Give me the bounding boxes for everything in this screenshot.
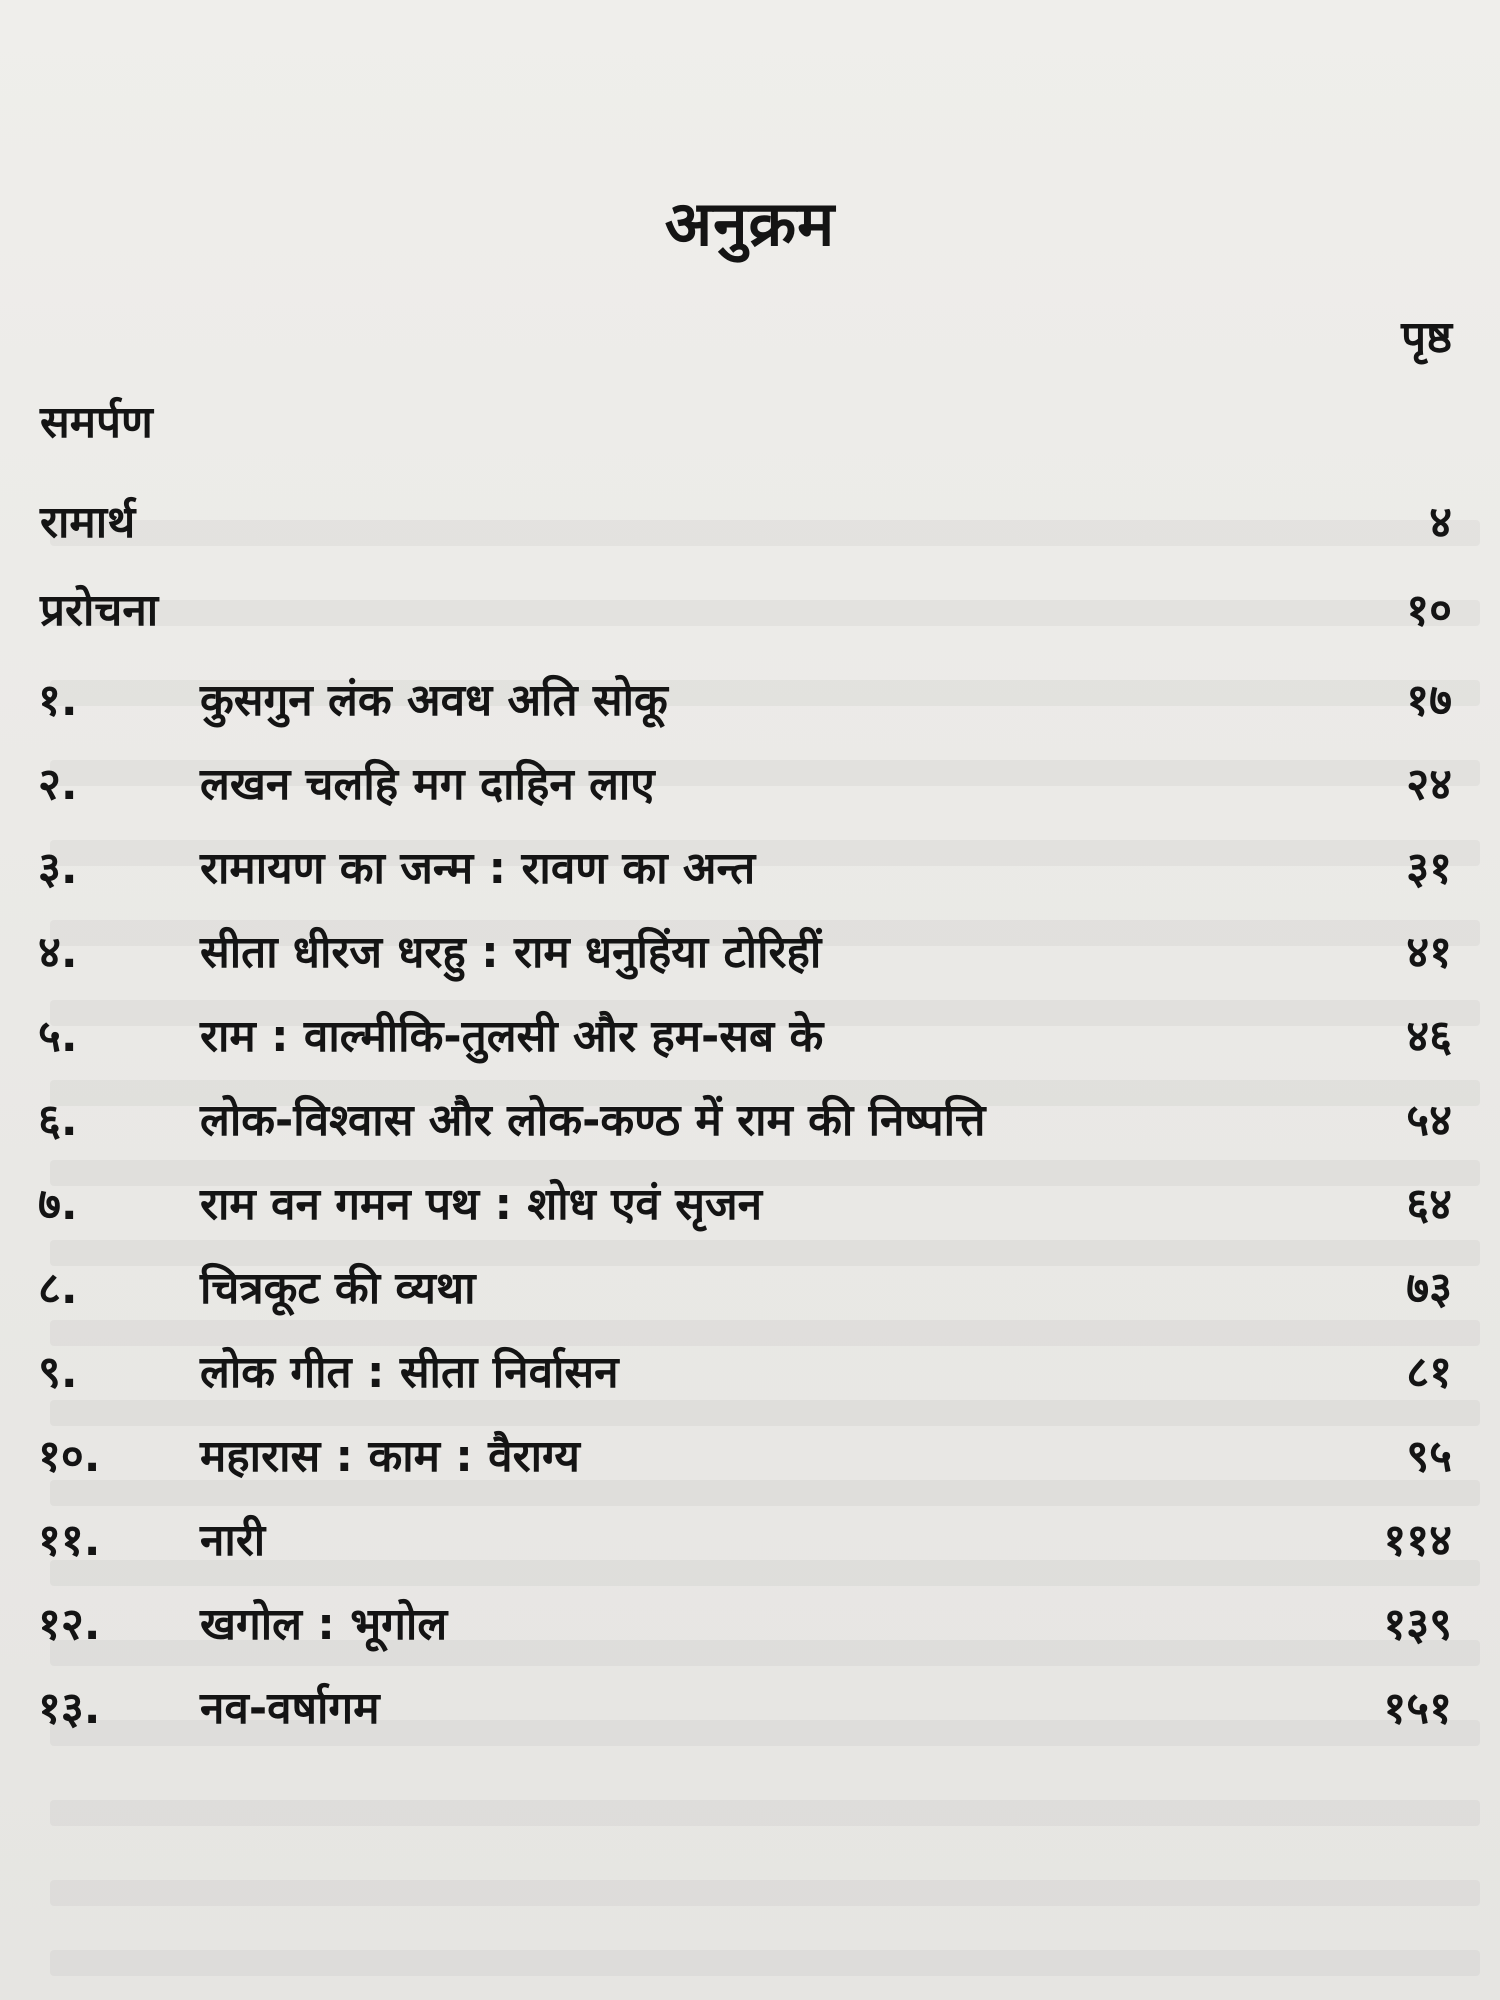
toc-entry-page: ३१ [1406, 843, 1452, 894]
toc-entry-page: १० [1406, 585, 1452, 636]
toc-entry-title: समर्पण [40, 397, 153, 448]
contents-heading: अनुक्रम [664, 187, 836, 260]
toc-entry-page: २४ [1406, 759, 1452, 810]
toc-chapter-number: १०. [38, 1431, 101, 1482]
toc-chapter-row[interactable] [0, 920, 1500, 990]
toc-front-row[interactable] [0, 390, 1500, 460]
toc-entry-title: सीता धीरज धरहु : राम धनुहिंया टोरिहीं [200, 927, 822, 978]
toc-entry-page: ६४ [1406, 1179, 1452, 1230]
toc-entry-page: ७३ [1406, 1263, 1452, 1314]
toc-chapter-row[interactable] [0, 1676, 1500, 1746]
toc-chapter-row[interactable] [0, 1508, 1500, 1578]
toc-chapter-row[interactable] [0, 668, 1500, 738]
toc-chapter-row[interactable] [0, 1088, 1500, 1158]
toc-chapter-row[interactable] [0, 1424, 1500, 1494]
toc-entry-page: १५१ [1383, 1683, 1452, 1734]
toc-chapter-row[interactable] [0, 1172, 1500, 1242]
toc-entry-page: ४ [1429, 497, 1452, 548]
toc-chapter-number: १२. [38, 1599, 101, 1650]
toc-entry-page: ४१ [1406, 927, 1452, 978]
bleed-through-line [50, 1950, 1480, 1976]
toc-chapter-number: ४. [38, 927, 78, 978]
toc-entry-title: लोक-विश्वास और लोक-कण्ठ में राम की निष्पत्ति [200, 1095, 986, 1146]
toc-entry-title: राम वन गमन पथ : शोध एवं सृजन [200, 1179, 763, 1230]
toc-entry-title: खगोल : भूगोल [200, 1599, 448, 1650]
toc-chapter-number: ११. [38, 1515, 101, 1566]
toc-chapter-row[interactable] [0, 1256, 1500, 1326]
page-column-label: पृष्ठ [1401, 312, 1452, 363]
toc-entry-title: प्ररोचना [40, 585, 159, 636]
toc-entry-title: लोक गीत : सीता निर्वासन [200, 1347, 619, 1398]
toc-front-row[interactable] [0, 490, 1500, 560]
toc-chapter-row[interactable] [0, 752, 1500, 822]
toc-entry-page: ४६ [1406, 1011, 1452, 1062]
toc-chapter-row[interactable] [0, 1340, 1500, 1410]
toc-entry-page: ५४ [1406, 1095, 1452, 1146]
toc-chapter-number: ५. [38, 1011, 78, 1062]
toc-front-row[interactable] [0, 578, 1500, 648]
toc-chapter-number: ९. [38, 1347, 78, 1398]
toc-entry-page: १३९ [1383, 1599, 1452, 1650]
toc-entry-title: राम : वाल्मीकि-तुलसी और हम-सब के [200, 1011, 824, 1062]
toc-entry-title: कुसगुन लंक अवध अति सोकू [200, 675, 668, 726]
toc-chapter-number: ८. [38, 1263, 78, 1314]
toc-entry-title: रामार्थ [40, 497, 136, 548]
toc-chapter-row[interactable] [0, 1592, 1500, 1662]
toc-chapter-row[interactable] [0, 836, 1500, 906]
toc-chapter-number: ३. [38, 843, 78, 894]
toc-chapter-number: ७. [38, 1179, 78, 1230]
toc-entry-title: चित्रकूट की व्यथा [200, 1263, 476, 1314]
toc-entry-page: ९५ [1406, 1431, 1452, 1482]
toc-entry-title: लखन चलहि मग दाहिन लाए [200, 759, 655, 810]
toc-chapter-row[interactable] [0, 1004, 1500, 1074]
toc-entry-page: १७ [1406, 675, 1452, 726]
toc-entry-page: ११४ [1383, 1515, 1452, 1566]
bleed-through-line [50, 1880, 1480, 1906]
toc-chapter-number: १३. [38, 1683, 101, 1734]
toc-entry-title: रामायण का जन्म : रावण का अन्त [200, 843, 756, 894]
toc-entry-title: नव-वर्षागम [200, 1683, 380, 1734]
toc-chapter-number: २. [38, 759, 78, 810]
bleed-through-line [50, 1800, 1480, 1826]
toc-entry-title: नारी [200, 1515, 266, 1566]
toc-chapter-number: ६. [38, 1095, 78, 1146]
toc-entry-page: ८१ [1406, 1347, 1452, 1398]
toc-chapter-number: १. [38, 675, 78, 726]
toc-entry-title: महारास : काम : वैराग्य [200, 1431, 580, 1482]
